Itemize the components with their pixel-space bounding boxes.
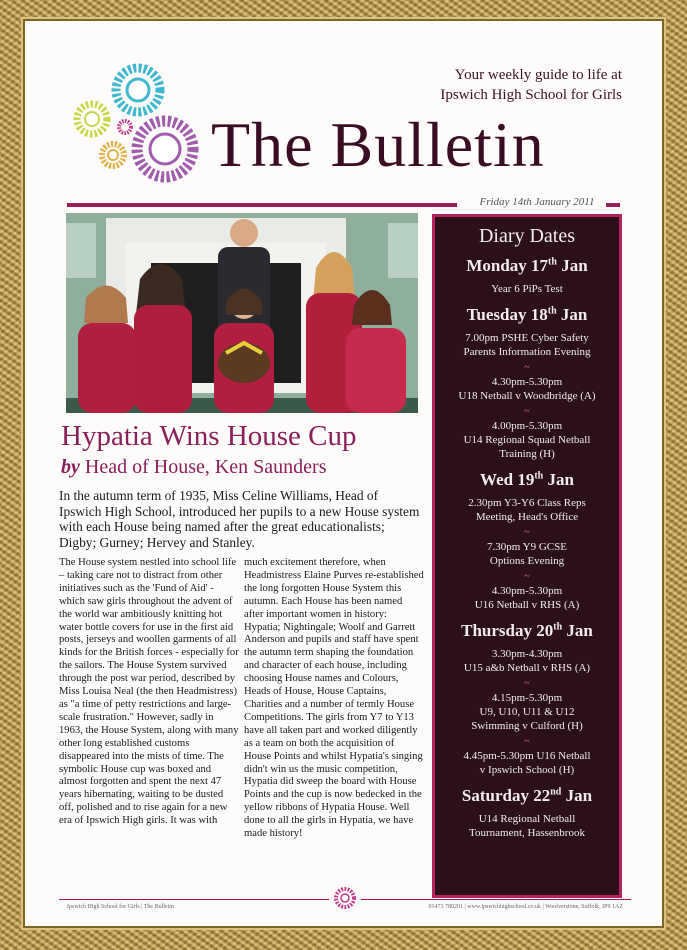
masthead-title: The Bulletin xyxy=(211,109,545,180)
house-cup-photo xyxy=(66,213,418,413)
diary-event-line: v Ipswich School (H) xyxy=(479,764,575,776)
diary-day-heading xyxy=(435,786,619,806)
diary-separator: ~ xyxy=(524,362,530,373)
diary-separator: ~ xyxy=(524,736,530,747)
article-byline xyxy=(61,455,421,479)
diary-event xyxy=(435,375,619,403)
issue-date: Friday 14th January 2011 xyxy=(479,196,595,208)
diary-day-suffix: th xyxy=(547,305,557,317)
diary-day-month: Jan xyxy=(543,470,574,489)
flower-logo-icon xyxy=(70,63,200,188)
page-footer xyxy=(59,891,631,913)
diary-event-line: 4.30pm-5.30pm xyxy=(491,585,563,597)
footer-rule-left xyxy=(59,899,329,900)
diary-event xyxy=(435,540,619,568)
diary-event-line: 2.30pm Y3-Y6 Class Reps xyxy=(468,497,586,509)
tagline xyxy=(402,65,622,105)
diary-event xyxy=(435,584,619,612)
bulletin-page xyxy=(25,21,662,926)
diary-event xyxy=(435,812,619,840)
diary-day-month: Jan xyxy=(556,256,588,275)
diary-event-line: Training (H) xyxy=(499,448,555,460)
diary-day-suffix: nd xyxy=(550,786,562,798)
diary-event-line: 7.00pm PSHE Cyber Safety xyxy=(465,332,589,344)
diary-day-heading xyxy=(435,470,619,490)
diary-event-line: Year 6 PiPs Test xyxy=(491,283,563,295)
article-intro: In the autumn term of 1935, Miss Celine Williams, Head of Ipswich High School, introduced her pupils to a new House system with each House being named after the great educationalists; Digby; Gurney; Hervey and Stanley. xyxy=(59,488,420,550)
date-bar xyxy=(67,197,620,213)
diary-event-line: 4.15pm-5.30pm xyxy=(491,692,563,704)
diary-event-line: U15 a&b Netball v RHS (A) xyxy=(463,662,591,674)
diary-event-line: U9, U10, U11 & U12 xyxy=(479,706,575,718)
diary-event-line: U14 Regional Netball xyxy=(478,813,576,825)
diary-day-name: Monday 17 xyxy=(466,256,549,275)
diary-event-line: 3.30pm-4.30pm xyxy=(491,648,563,660)
diary-event xyxy=(435,419,619,461)
diary-day-name: Tuesday 18 xyxy=(466,305,548,324)
diary-event-line: Meeting, Head's Office xyxy=(475,511,579,523)
diary-title: Diary Dates xyxy=(478,225,576,247)
diary-separator: ~ xyxy=(524,571,530,582)
diary-event-line: 4.00pm-5.30pm xyxy=(491,420,563,432)
diary-event-line: Swimming v Culford (H) xyxy=(471,720,583,732)
diary-event-line: U14 Regional Squad Netball xyxy=(463,434,591,446)
diary-separator: ~ xyxy=(524,678,530,689)
footer-flower-icon xyxy=(333,886,357,910)
diary-event-line: U18 Netball v Woodbridge (A) xyxy=(458,390,596,402)
diary-day-suffix: th xyxy=(534,470,544,482)
diary-event-line: Options Evening xyxy=(489,555,565,567)
diary-day-heading xyxy=(435,256,619,276)
footer-right-text: 01473 780201 | www.ipswichhighschool.co.uk | Woolverstone, Suffolk, IP9 1AZ xyxy=(428,904,623,910)
diary-day-suffix: th xyxy=(553,621,563,633)
diary-event-line: 4.30pm-5.30pm xyxy=(491,376,563,388)
diary-day-month: Jan xyxy=(556,305,588,324)
diary-days-list xyxy=(435,256,619,840)
diary-day-name: Wed 19 xyxy=(480,470,535,489)
diary-dates-panel xyxy=(432,214,622,898)
diary-event xyxy=(435,331,619,359)
diary-day-heading xyxy=(435,305,619,325)
diary-event-line: 7.30pm Y9 GCSE xyxy=(487,541,567,553)
diary-event-line: Parents Information Evening xyxy=(463,346,591,358)
date-rule-left xyxy=(67,203,457,207)
diary-day-suffix: th xyxy=(548,256,557,268)
article-column-1: The House system nestled into school life – taking care not to distract from other initiatives such as the 'Fund of Aid' - which saw girls throughout the advent of the world war ambitiously knitting hot water bottle covers for use in the first aid posts, jerseys and woollen garments of all kinds for the British forces - especially for the sailors. The House System survived through the post war period, described by Miss Louisa Neal (the then Headmistress) as "a time of petty restrictions and large-scale frustration." However, sadly in 1963, the House System, along with many other long established customs disappeared into the mists of time. The symbolic House cup was boxed and almost forgotten and spent the next 47 years hibernating, waiting to be dusted off, polished and to rise again for a new era of Ipswich High girls. It was with xyxy=(59,557,239,827)
diary-event xyxy=(435,496,619,524)
diary-day-name: Thursday 20 xyxy=(461,621,554,640)
diary-event xyxy=(435,282,619,296)
diary-event-line: U16 Netball v RHS (A) xyxy=(474,599,580,611)
diary-day-month: Jan xyxy=(561,786,593,805)
date-rule-right xyxy=(606,203,620,207)
diary-event-line: 4.45pm-5.30pm U16 Netball xyxy=(463,750,591,762)
diary-event-line: Tournament, Hassenbrook xyxy=(469,827,585,839)
tagline-line-1: Your weekly guide to life at xyxy=(454,67,622,83)
article-headline: Hypatia Wins House Cup xyxy=(61,420,357,452)
byline-author: Head of House, Ken Saunders xyxy=(84,456,327,478)
article-column-2: much excitement therefore, when Headmistress Elaine Purves re-established the long forgotten House System this autumn. Each House has been named after important women in history: Hypatia; Nightingale; Woolf and Garrett Anderson and pupils and staff have spent the autumn term shaping the foundation and character of each house, including choosing House names and Colours, Heads of House, House Captains, Charities and a number of termly House Competitions. The girls from Y7 to Y13 have all taken part and worked diligently as a team on both the acquisition of House Points and whilst Hypatia's singing didn't win us the music competition, Hypatia did sweep the board with House Points and the cup is now bedecked in the yellow ribbons of Hypatia House. Well done to all the girls in Hypatia, we have made history! xyxy=(244,557,424,840)
diary-day-heading xyxy=(435,621,619,641)
diary-event xyxy=(435,749,619,777)
byline-by: by xyxy=(61,456,80,478)
diary-separator: ~ xyxy=(524,527,530,538)
diary-event xyxy=(435,691,619,733)
diary-separator: ~ xyxy=(524,406,530,417)
diary-day-month: Jan xyxy=(562,621,593,640)
diary-event xyxy=(435,647,619,675)
footer-left-text: Ipswich High School for Girls | The Bulletin xyxy=(67,904,174,910)
footer-rule-right xyxy=(361,899,631,900)
tagline-line-2: Ipswich High School for Girls xyxy=(440,87,622,103)
diary-day-name: Saturday 22 xyxy=(461,786,551,805)
